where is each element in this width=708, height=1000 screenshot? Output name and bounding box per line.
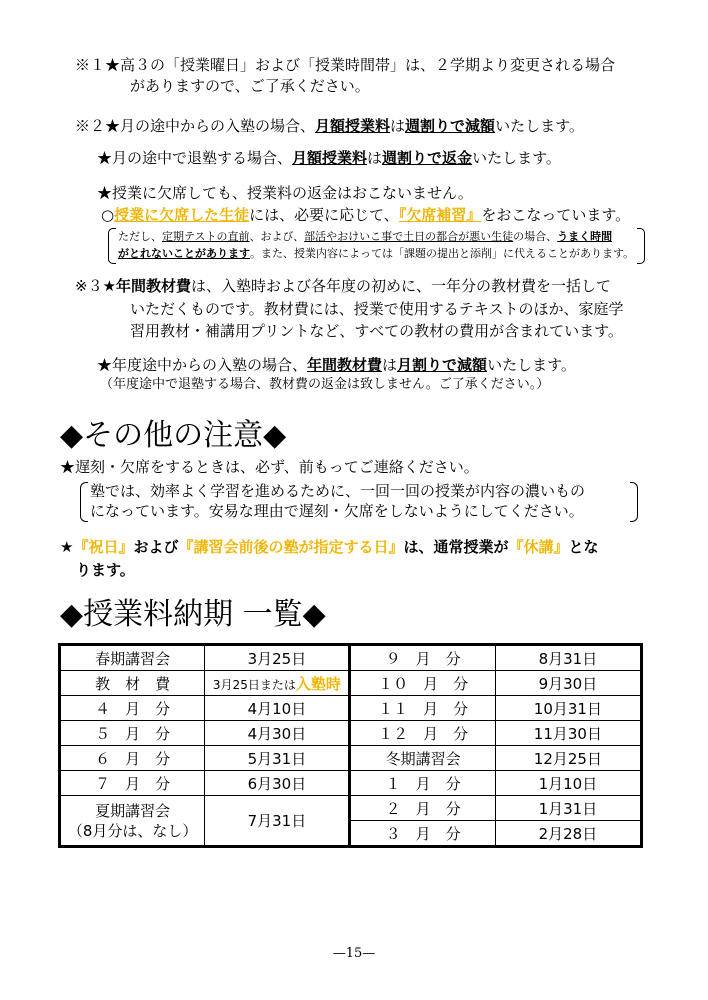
period-label: 冬期講習会 xyxy=(350,746,495,771)
note2c-line: ★授業に欠席しても、授業料の返金はおこないません。 xyxy=(97,184,473,202)
table-row xyxy=(60,671,642,696)
due-date: 7月31日 xyxy=(205,796,350,847)
due-date: 11月30日 xyxy=(495,721,641,746)
section1-line3: になっています。安易な理由で遅刻・欠席をしないようにしてください。 xyxy=(90,502,584,520)
holiday-a2: は、通常授業が xyxy=(403,538,509,556)
due-date xyxy=(205,671,350,696)
table-row xyxy=(60,645,642,671)
right-bracket xyxy=(637,228,645,264)
section-title-other-notes: ◆その他の注意◆ xyxy=(60,418,287,453)
note2b-prefix: ★月の途中で退塾する場合、 xyxy=(97,149,293,167)
note3c-line: （年度途中で退塾する場合、教材費の返金は致しません。ご了承ください。） xyxy=(100,377,550,392)
note3b-line xyxy=(97,355,576,376)
due-date: 1月10日 xyxy=(495,771,641,796)
period-label: ５ 月 分 xyxy=(60,721,205,746)
period-label: 春期講習会 xyxy=(60,645,205,671)
note2-line xyxy=(75,116,584,137)
holiday-star: ★ xyxy=(60,538,74,556)
section1-line1: ★遅刻・欠席をするときは、必ず、前もってご連絡ください。 xyxy=(60,458,479,476)
due-date: 6月30日 xyxy=(205,771,350,796)
note3-prefix: ※３★ xyxy=(75,277,117,295)
note1-line2: がありますので、ご了承ください。 xyxy=(130,77,370,95)
period-label-main: 夏期講習会 xyxy=(95,801,171,820)
note2-suffix: いたします。 xyxy=(495,117,584,135)
period-label: ７ 月 分 xyxy=(60,771,205,796)
note2d-highlight-absent: 授業に欠席した生徒 xyxy=(114,206,250,224)
period-label: １１ 月 分 xyxy=(350,696,495,721)
period-label-note: （8月分は、なし） xyxy=(67,821,198,840)
due-date: 5月31日 xyxy=(205,746,350,771)
period-label xyxy=(60,796,205,847)
note1-line1: ※１★高３の「授業曜日」および「授業時間帯」は、２学期より変更される場合 xyxy=(75,56,616,74)
note2e-u1: 定期テストの直前 xyxy=(162,230,250,243)
table-row xyxy=(60,796,642,821)
note2-prefix: ※２★月の途中からの入塾の場合、 xyxy=(75,117,316,135)
note2d-suffix: をおこなっています。 xyxy=(481,206,631,224)
table-row xyxy=(60,746,642,771)
due-date-prefix: 3月25日または xyxy=(212,677,296,692)
section-title-payment-schedule: ◆授業料納期 一覧◆ xyxy=(60,597,326,632)
note2e-a3: の場合、 xyxy=(513,230,558,243)
table-row xyxy=(60,771,642,796)
note2e-a1: ただし、 xyxy=(118,230,162,243)
note2e-a2: 、および、 xyxy=(249,230,305,243)
note3-line1-text: は、入塾時および各年度の初めに、一年分の教材費を一括して xyxy=(191,277,612,295)
payment-schedule-table xyxy=(58,643,643,848)
holiday-line1 xyxy=(60,536,599,558)
note2e-b1: うまく時間 xyxy=(557,230,613,243)
holiday-h3: 『休講』 xyxy=(508,538,569,556)
right-bracket-2 xyxy=(630,482,638,522)
note2-keyword-fee: 月額授業料 xyxy=(315,117,391,135)
holiday-a1: および xyxy=(133,538,179,556)
table-row xyxy=(60,721,642,746)
section1-line2: 塾では、効率よく学習を進めるために、一回一回の授業が内容の濃いもの xyxy=(90,482,586,500)
period-label: 教 材 費 xyxy=(60,671,205,696)
note3b-keyword-reduce: 月割りで減額 xyxy=(397,356,488,374)
note2b-keyword-refund: 週割りで返金 xyxy=(382,149,473,167)
note2e-line1 xyxy=(118,229,612,245)
note3-keyword-material: 年間教材費 xyxy=(116,277,192,295)
period-label: ３ 月 分 xyxy=(350,821,495,847)
due-date: 12月25日 xyxy=(495,746,641,771)
note2e-b2: がとれないことがあります xyxy=(118,247,250,260)
note2-mid: は xyxy=(390,117,406,135)
period-label: １ 月 分 xyxy=(350,771,495,796)
due-date: 3月25日 xyxy=(205,645,350,671)
note3-line3: 習用教材・補講用プリントなど、すべての教材の費用が含まれています。 xyxy=(130,322,623,340)
due-date-highlight: 入塾時 xyxy=(295,674,341,693)
note2b-keyword-fee: 月額授業料 xyxy=(292,149,368,167)
period-label: １２ 月 分 xyxy=(350,721,495,746)
note3b-suffix: いたします。 xyxy=(487,356,576,374)
note3b-prefix: ★年度途中からの入塾の場合、 xyxy=(97,356,308,374)
note2b-line xyxy=(97,148,561,169)
note2d-line xyxy=(101,205,630,226)
period-label: ９ 月 分 xyxy=(350,645,495,671)
note3b-keyword-material: 年間教材費 xyxy=(307,356,383,374)
due-date: 10月31日 xyxy=(495,696,641,721)
note3-line1 xyxy=(75,276,611,297)
holiday-line2: ります。 xyxy=(76,561,135,579)
due-date: 2月28日 xyxy=(495,821,641,847)
note2b-mid: は xyxy=(367,149,383,167)
period-label: ６ 月 分 xyxy=(60,746,205,771)
page-number: —15— xyxy=(332,946,376,961)
due-date: 4月30日 xyxy=(205,721,350,746)
note3b-mid: は xyxy=(382,356,398,374)
note3-line2: いただくものです。教材費には、授業で使用するテキストのほか、家庭学 xyxy=(130,300,624,318)
note2e-line2 xyxy=(118,246,634,262)
note2e-u2: 部活やおけいこ事で土日の都合が悪い生徒 xyxy=(304,230,514,243)
due-date: 9月30日 xyxy=(495,671,641,696)
due-date: 8月31日 xyxy=(495,645,641,671)
note2d-mid: には、必要に応じて、 xyxy=(249,206,399,224)
note2d-highlight-makeup: 『欠席補習』 xyxy=(398,206,482,224)
holiday-h2: 『講習会前後の塾が指定する日』 xyxy=(178,538,404,556)
note2-keyword-reduce: 週割りで減額 xyxy=(405,117,496,135)
table-row xyxy=(60,696,642,721)
period-label: ２ 月 分 xyxy=(350,796,495,821)
holiday-a3: とな xyxy=(568,538,599,556)
due-date: 4月10日 xyxy=(205,696,350,721)
period-label: ４ 月 分 xyxy=(60,696,205,721)
note2d-prefix: ○ xyxy=(101,206,115,224)
holiday-h1: 『祝日』 xyxy=(73,538,134,556)
due-date: 1月31日 xyxy=(495,796,641,821)
note2b-suffix: いたします。 xyxy=(472,149,561,167)
period-label: １０ 月 分 xyxy=(350,671,495,696)
note2e-a4: 。また、授業内容によっては「課題の提出と添削」に代えることがあります。 xyxy=(250,247,635,260)
left-bracket xyxy=(108,228,116,264)
left-bracket-2 xyxy=(80,482,88,522)
